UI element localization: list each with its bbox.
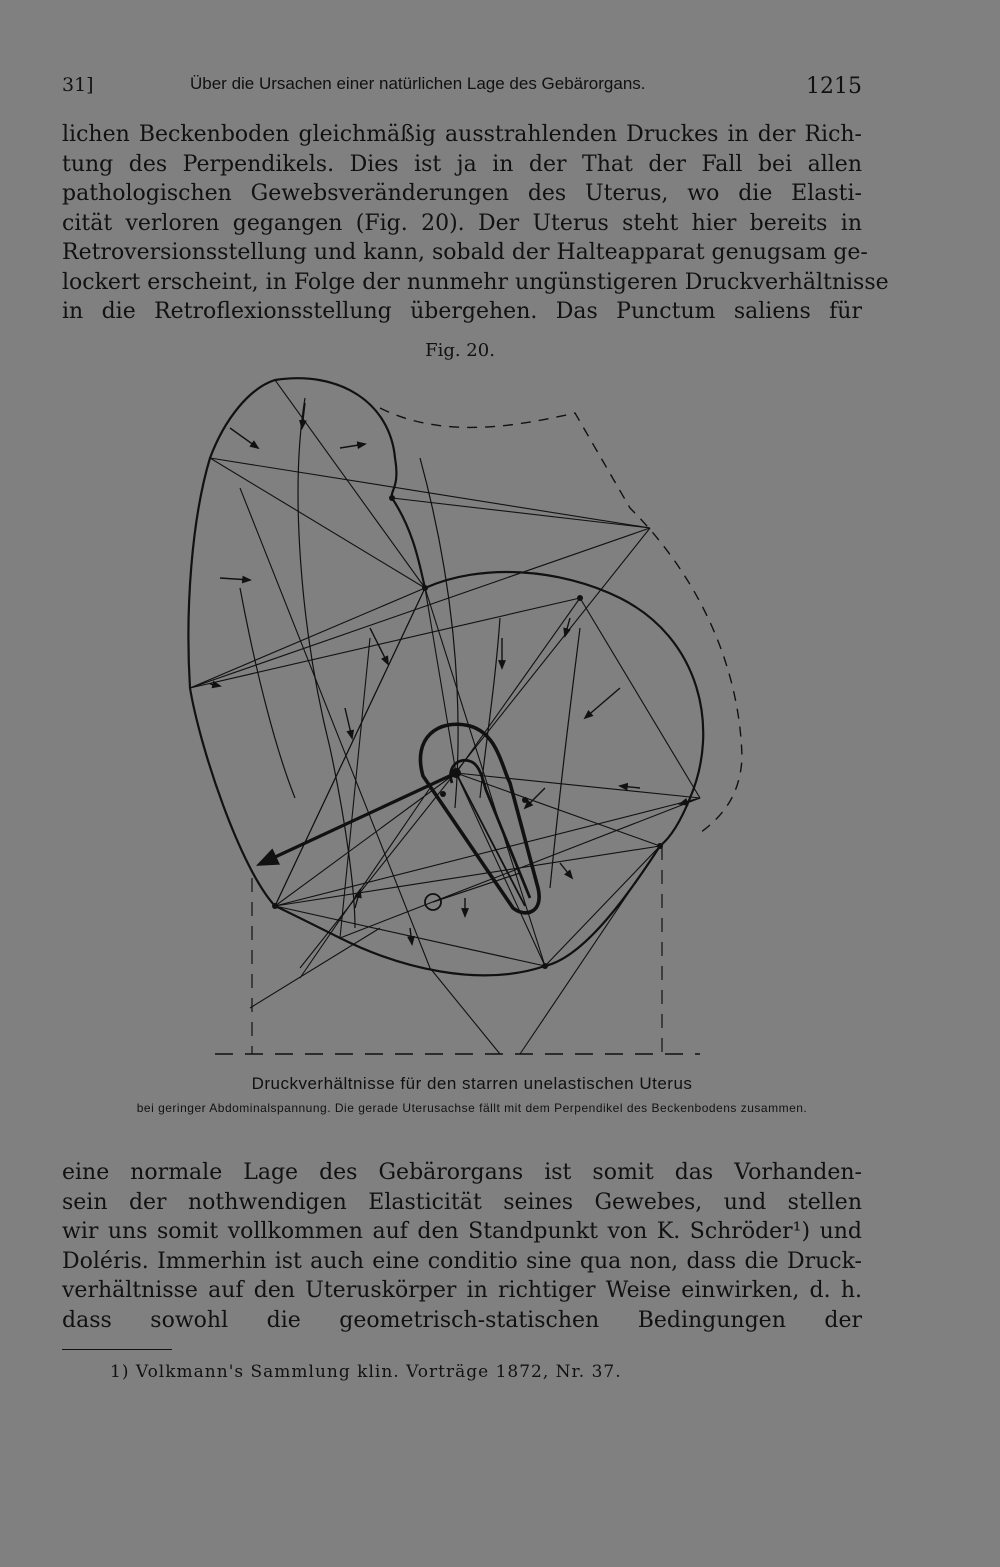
- text-line: dass sowohl die geometrisch-statischen Bedingungen der: [62, 1307, 862, 1333]
- text-line: eine normale Lage des Gebärorgans ist somit das Vorhanden-: [62, 1160, 862, 1185]
- figure-caption: [62, 1074, 882, 1116]
- text-line: Doléris. Immerhin ist auch eine conditio sine qua non, dass die Druck-: [62, 1248, 862, 1274]
- page-number-right: 1215: [806, 74, 862, 99]
- figure-label: Fig. 20.: [425, 340, 495, 361]
- caption-title: Druckverhältnisse für den starren unelastischen Uterus: [251, 1074, 693, 1093]
- outer-contour: [188, 378, 703, 975]
- dashed-pelvis-outline: [380, 408, 742, 833]
- text-line: verhältnisse auf den Uteruskörper in richtiger Weise einwirken, d. h.: [62, 1278, 862, 1303]
- text-line: sein der nothwendigen Elasticität seines Gewebes, und stellen: [62, 1189, 862, 1215]
- text-line: lockert erscheint, in Folge der nunmehr ungünstigeren Druckverhältnisse: [62, 269, 889, 295]
- paragraph-bottom: [62, 1158, 862, 1335]
- page-number-left: 31]: [62, 74, 94, 96]
- footnote-rule: [62, 1349, 172, 1350]
- caption-subtitle: bei geringer Abdominalspannung. Die gerade Uterusachse fällt mit dem Perpendikel des Beckenbodens zusammen.: [136, 1101, 808, 1115]
- paragraph-top: [62, 120, 889, 327]
- text-line: pathologischen Gewebsveränderungen des Uterus, wo die Elasti-: [62, 181, 862, 206]
- text-line: in die Retroflexionsstellung übergehen. Das Punctum saliens für: [62, 299, 862, 324]
- text-line: wir uns somit vollkommen auf den Standpunkt von K. Schröder¹) und: [62, 1219, 862, 1244]
- running-header: [62, 66, 862, 99]
- text-line: tung des Perpendikels. Dies ist ja in der That der Fall bei allen: [62, 151, 862, 177]
- text-line: cität verloren gegangen (Fig. 20). Der Uterus steht hier bereits in: [62, 210, 862, 236]
- running-title: Über die Ursachen einer natürlichen Lage des Gebärorgans.: [190, 74, 646, 93]
- pressure-diagram-figure: [180, 368, 760, 1068]
- text-line: Retroversionsstellung und kann, sobald der Halteapparat genugsam ge-: [62, 240, 868, 265]
- footnote: 1) Volkmann's Sammlung klin. Vorträge 1872, Nr. 37.: [110, 1362, 622, 1382]
- text-line: lichen Beckenboden gleichmäßig ausstrahlenden Druckes in der Rich-: [62, 122, 862, 147]
